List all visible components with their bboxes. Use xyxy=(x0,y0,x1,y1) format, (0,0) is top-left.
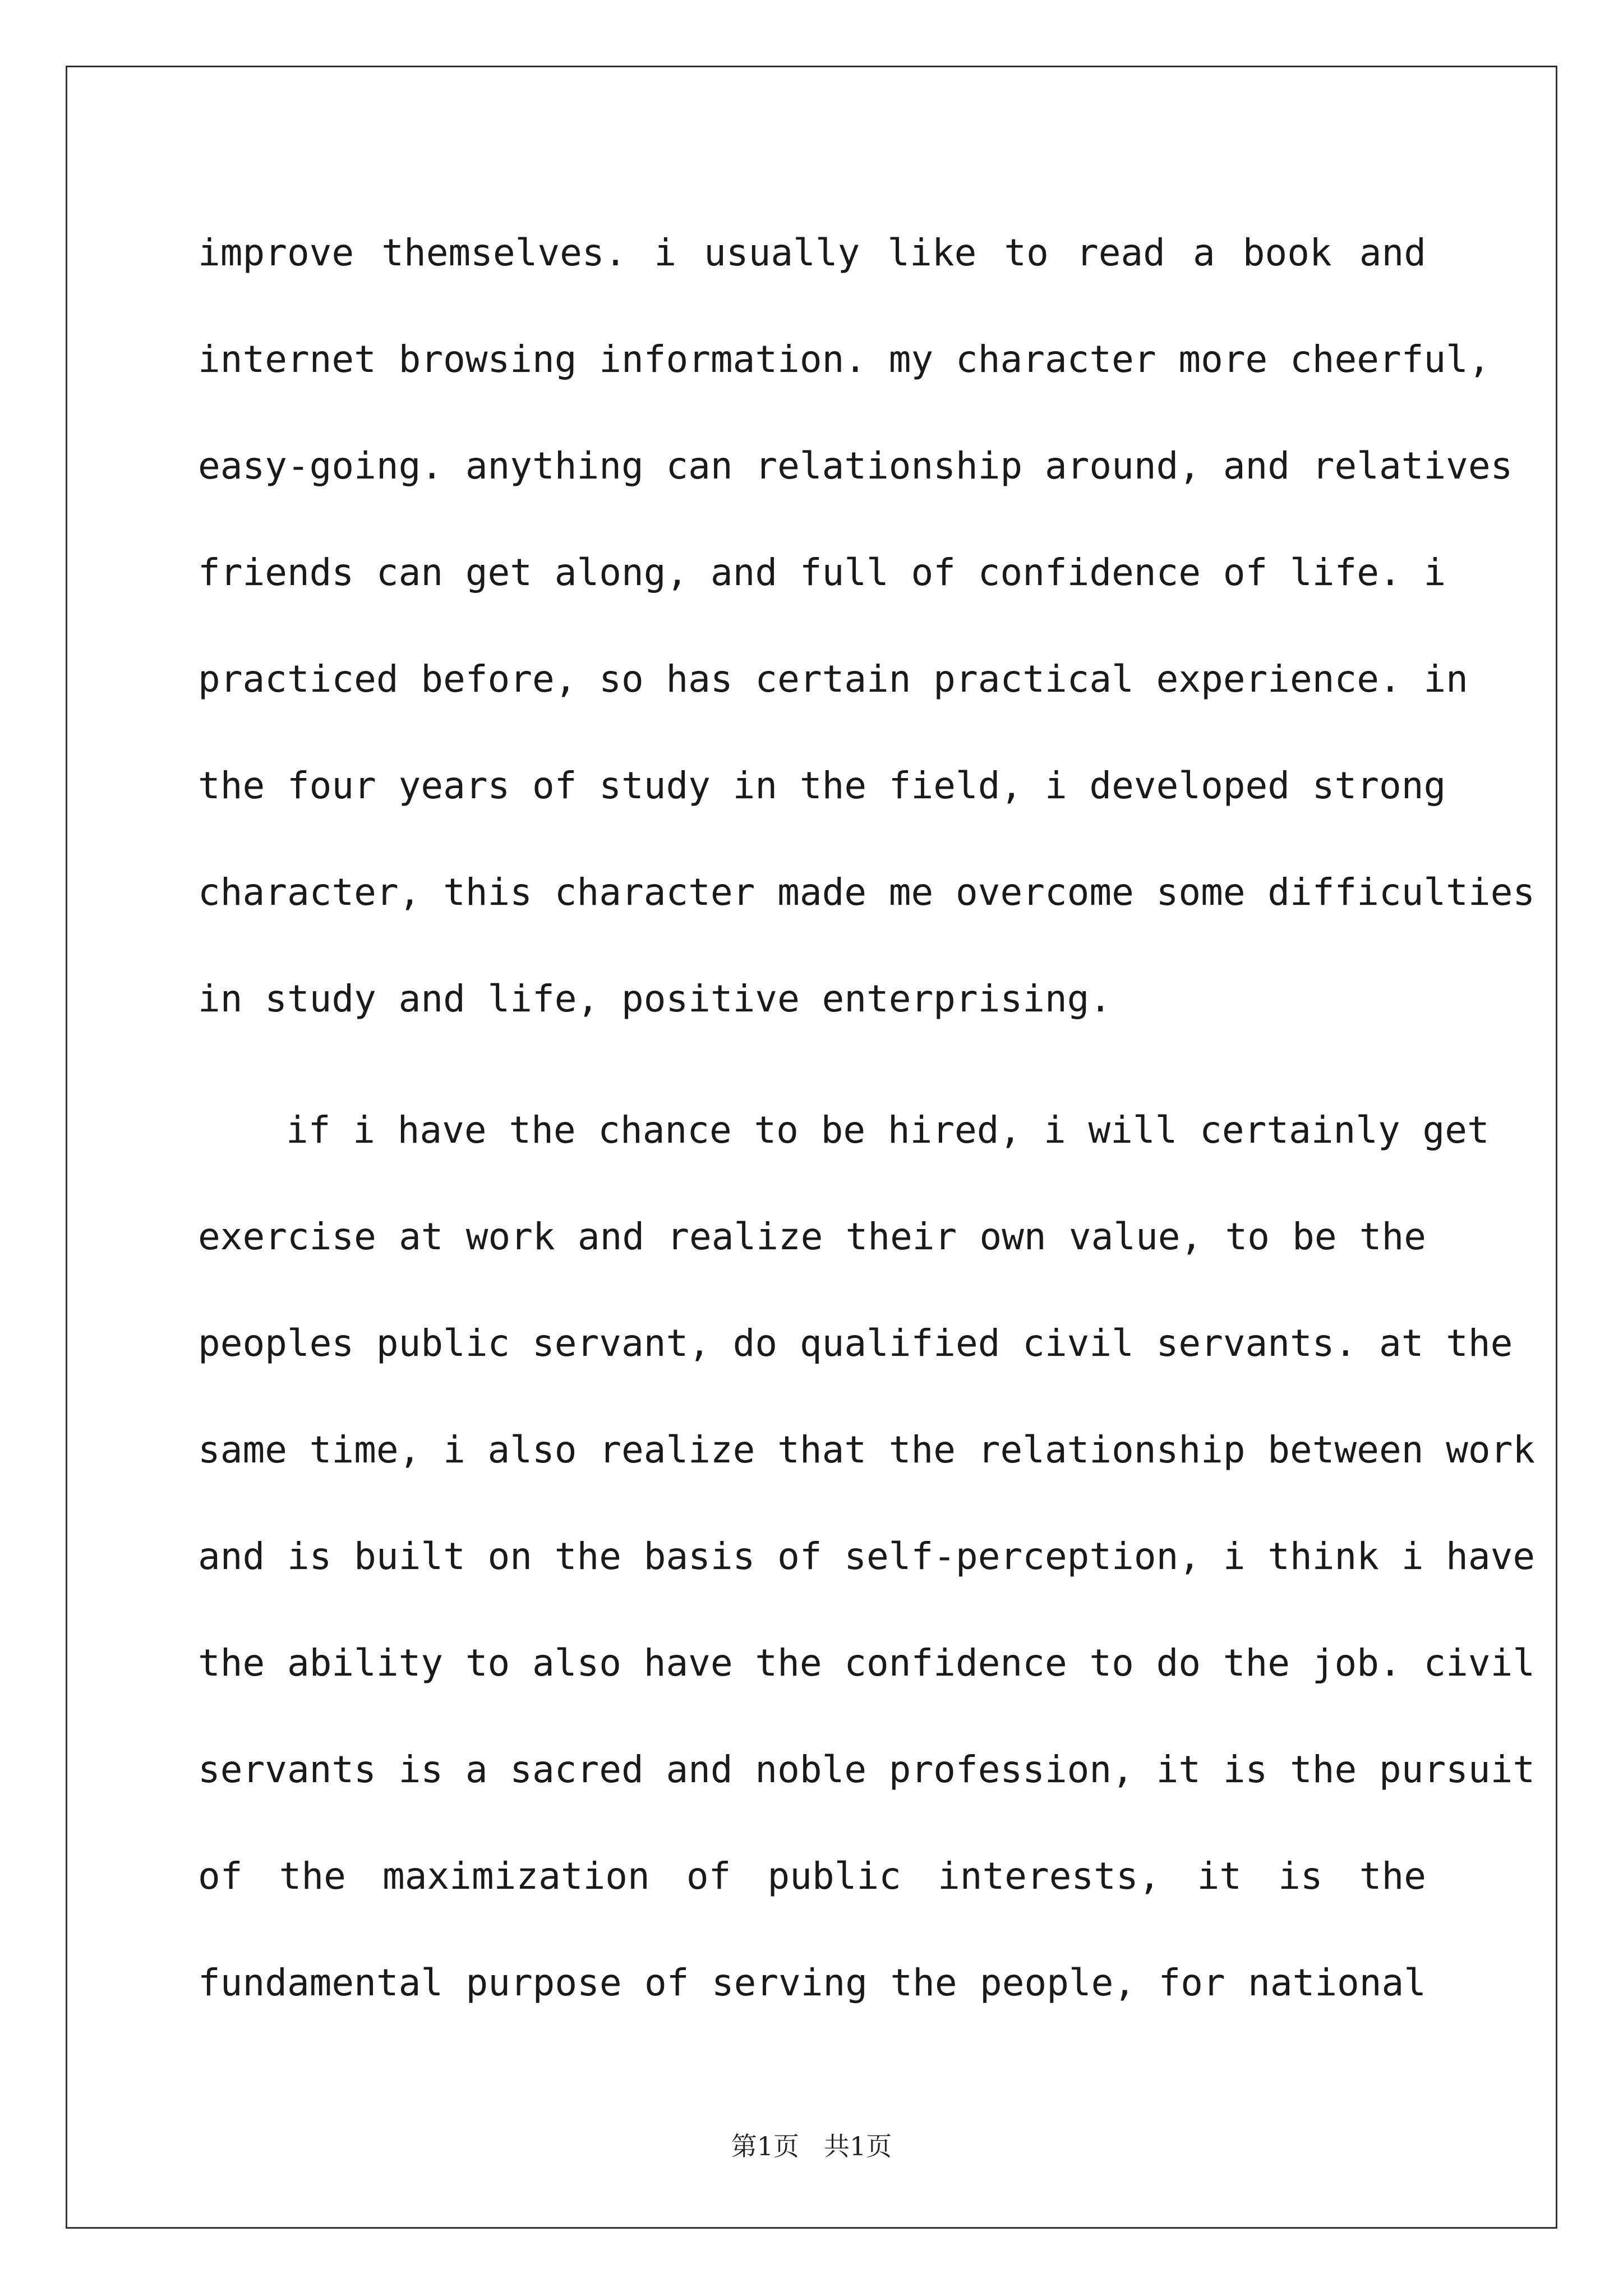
text-line: of the maximization of public interests, it is the xyxy=(198,1855,1426,1898)
text-line: practiced before, so has certain practical experience. in xyxy=(198,657,1468,701)
text-line: peoples public servant, do qualified civil servants. at the xyxy=(198,1322,1513,1365)
text-line: fundamental purpose of serving the people, for national xyxy=(198,1961,1426,2004)
text-line: in study and life, positive enterprising. xyxy=(198,977,1112,1020)
text-line: exercise at work and realize their own value, to be the xyxy=(198,1215,1426,1258)
text-line: character, this character made me overcome some difficulties xyxy=(198,871,1536,914)
text-line: if i have the chance to be hired, i will certainly get xyxy=(286,1108,1490,1152)
text-line: internet browsing information. my character more cheerful, xyxy=(198,338,1491,381)
text-line: the four years of study in the field, i developed strong xyxy=(198,764,1446,807)
page-total: 共1页 xyxy=(823,2131,892,2161)
paragraph-gap xyxy=(198,1067,1426,1092)
text-line: easy-going. anything can relationship around, and relatives xyxy=(198,444,1513,487)
page-number: 第1页 xyxy=(731,2131,800,2161)
text-line: and is built on the basis of self-perception, i think i have xyxy=(198,1535,1536,1578)
page-footer xyxy=(0,2126,1623,2163)
text-line: servants is a sacred and noble profession, it is the pursuit xyxy=(198,1748,1536,1791)
text-line: the ability to also have the confidence to do the job. civil xyxy=(198,1641,1536,1685)
document-body xyxy=(198,214,1536,2051)
text-line: friends can get along, and full of confidence of life. i xyxy=(198,551,1446,594)
text-line: improve themselves. i usually like to read a book and xyxy=(198,231,1426,274)
text-line: same time, i also realize that the relationship between work xyxy=(198,1428,1536,1471)
